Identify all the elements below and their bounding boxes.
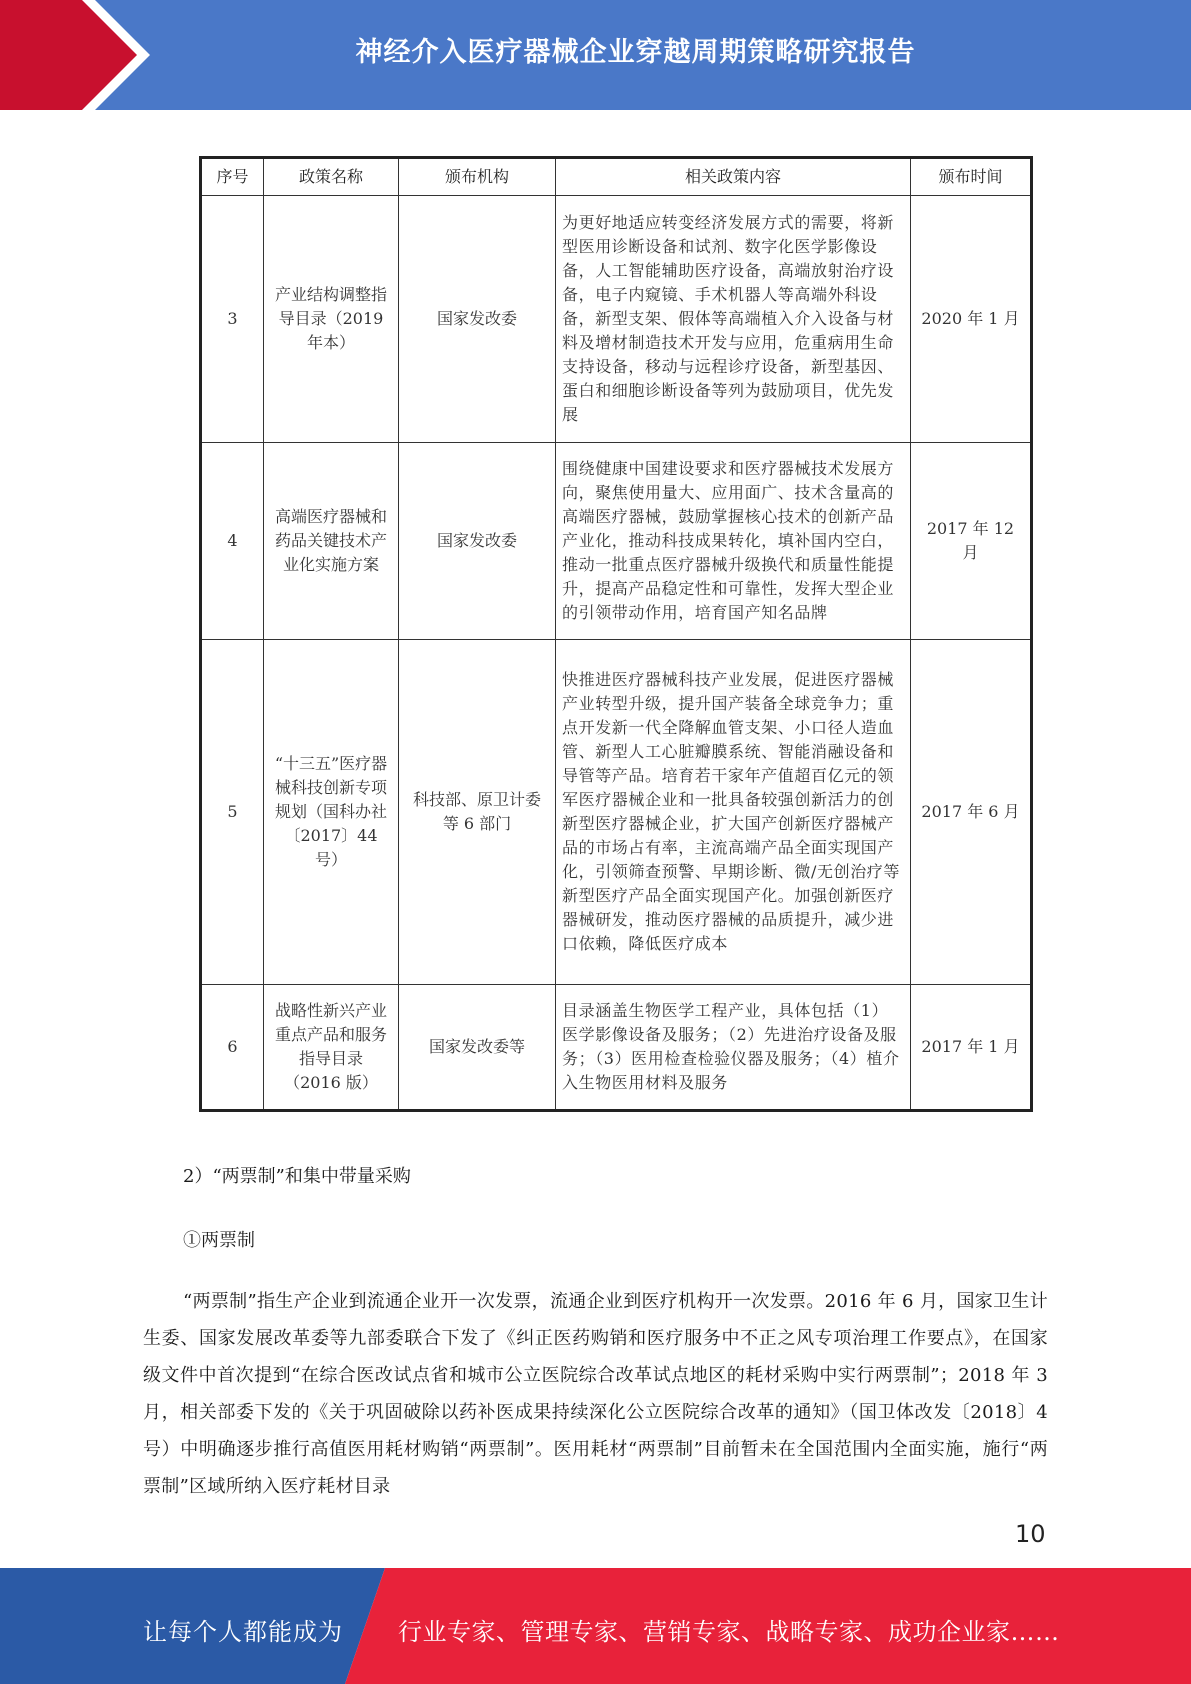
section-subheading: ①两票制 — [183, 1230, 255, 1251]
cell-org: 科技部、原卫计委等 6 部门 — [399, 640, 556, 985]
cell-name: 高端医疗器械和药品关键技术产业化实施方案 — [264, 443, 399, 640]
cell-name: “十三五”医疗器械科技创新专项规划（国科办社〔2017〕44 号） — [264, 640, 399, 985]
table-row — [201, 985, 1032, 1111]
cell-no: 5 — [201, 640, 264, 985]
table-row — [201, 443, 1032, 640]
cell-org: 国家发改委 — [399, 196, 556, 443]
footer-slogan-right: 行业专家、管理专家、营销专家、战略专家、成功企业家…… — [398, 1618, 1060, 1646]
table-row — [201, 196, 1032, 443]
report-title: 神经介入医疗器械企业穿越周期策略研究报告 — [355, 37, 916, 68]
page-number: 10 — [1015, 1520, 1046, 1548]
table-header-row — [201, 158, 1032, 196]
cell-no: 6 — [201, 985, 264, 1111]
cell-content: 围绕健康中国建设要求和医疗器械技术发展方向，聚焦使用量大、应用面广、技术含量高的高端医疗器械，鼓励掌握核心技术的创新产品产业化，推动科技成果转化，填补国内空白，推动一批重点医疗器械升级换代和质量性能提升，提高产品稳定性和可靠性，发挥大型企业的引领带动作用，培育国产知名品牌 — [556, 443, 911, 640]
header-bar — [0, 0, 1191, 110]
cell-no: 4 — [201, 443, 264, 640]
column-header-date: 颁布时间 — [911, 158, 1032, 196]
policy-table — [199, 156, 1033, 1112]
header-arrow-logo — [0, 0, 150, 110]
footer-slogan-left: 让每个人都能成为 — [143, 1618, 343, 1646]
cell-content: 目录涵盖生物医学工程产业，具体包括（1）医学影像设备及服务；（2）先进治疗设备及服务；（3）医用检查检验仪器及服务；（4）植介入生物医用材料及服务 — [556, 985, 911, 1111]
column-header-no: 序号 — [201, 158, 264, 196]
cell-name: 产业结构调整指导目录（2019 年本） — [264, 196, 399, 443]
cell-content: 快推进医疗器械科技产业发展，促进医疗器械产业转型升级，提升国产装备全球竞争力；重点开发新一代全降解血管支架、小口径人造血管、新型人工心脏瓣膜系统、智能消融设备和导管等产品。培育若干家年产值超百亿元的领军医疗器械企业和一批具备较强创新活力的创新型医疗器械企业，扩大国产创新医疗器械产品的市场占有率，主流高端产品全面实现国产化，引领筛查预警、早期诊断、微/无创治疗等新型医疗产品全面实现国产化。加强创新医疗器械研发，推动医疗器械的品质提升，减少进口依赖，降低医疗成本 — [556, 640, 911, 985]
cell-date: 2017 年 1 月 — [911, 985, 1032, 1111]
cell-content: 为更好地适应转变经济发展方式的需要，将新型医用诊断设备和试剂、数字化医学影像设备，人工智能辅助医疗设备，高端放射治疗设备，电子内窥镜、手术机器人等高端外科设备，新型支架、假体等高端植入介入设备与材料及增材制造技术开发与应用，危重病用生命支持设备，移动与远程诊疗设备，新型基因、蛋白和细胞诊断设备等列为鼓励项目，优先发展 — [556, 196, 911, 443]
section-subheading: 2）“两票制”和集中带量采购 — [183, 1166, 411, 1187]
body-paragraph: “两票制”指生产企业到流通企业开一次发票，流通企业到医疗机构开一次发票。2016 年 6 月，国家卫生计生委、国家发展改革委等九部委联合下发了《纠正医药购销和医疗服务中不正之风专项治理工作要点》，在国家级文件中首次提到“在综合医改试点省和城市公立医院综合改革试点地区的耗材采购中实行两票制”；2018 年 3 月，相关部委下发的《关于巩固破除以药补医成果持续深化公立医院综合改革的通知》（国卫体改发〔2018〕4 号）中明确逐步推行高值医用耗材购销“两票制”。医用耗材“两票制”目前暂未在全国范围内全面实施，施行“两票制”区域所纳入医疗耗材目录 — [143, 1291, 1048, 1497]
cell-name: 战略性新兴产业重点产品和服务指导目录（2016 版） — [264, 985, 399, 1111]
table-row — [201, 640, 1032, 985]
cell-date: 2017 年 12 月 — [911, 443, 1032, 640]
column-header-org: 颁布机构 — [399, 158, 556, 196]
cell-date: 2017 年 6 月 — [911, 640, 1032, 985]
column-header-name: 政策名称 — [264, 158, 399, 196]
cell-org: 国家发改委等 — [399, 985, 556, 1111]
cell-no: 3 — [201, 196, 264, 443]
column-header-content: 相关政策内容 — [556, 158, 911, 196]
cell-date: 2020 年 1 月 — [911, 196, 1032, 443]
cell-org: 国家发改委 — [399, 443, 556, 640]
